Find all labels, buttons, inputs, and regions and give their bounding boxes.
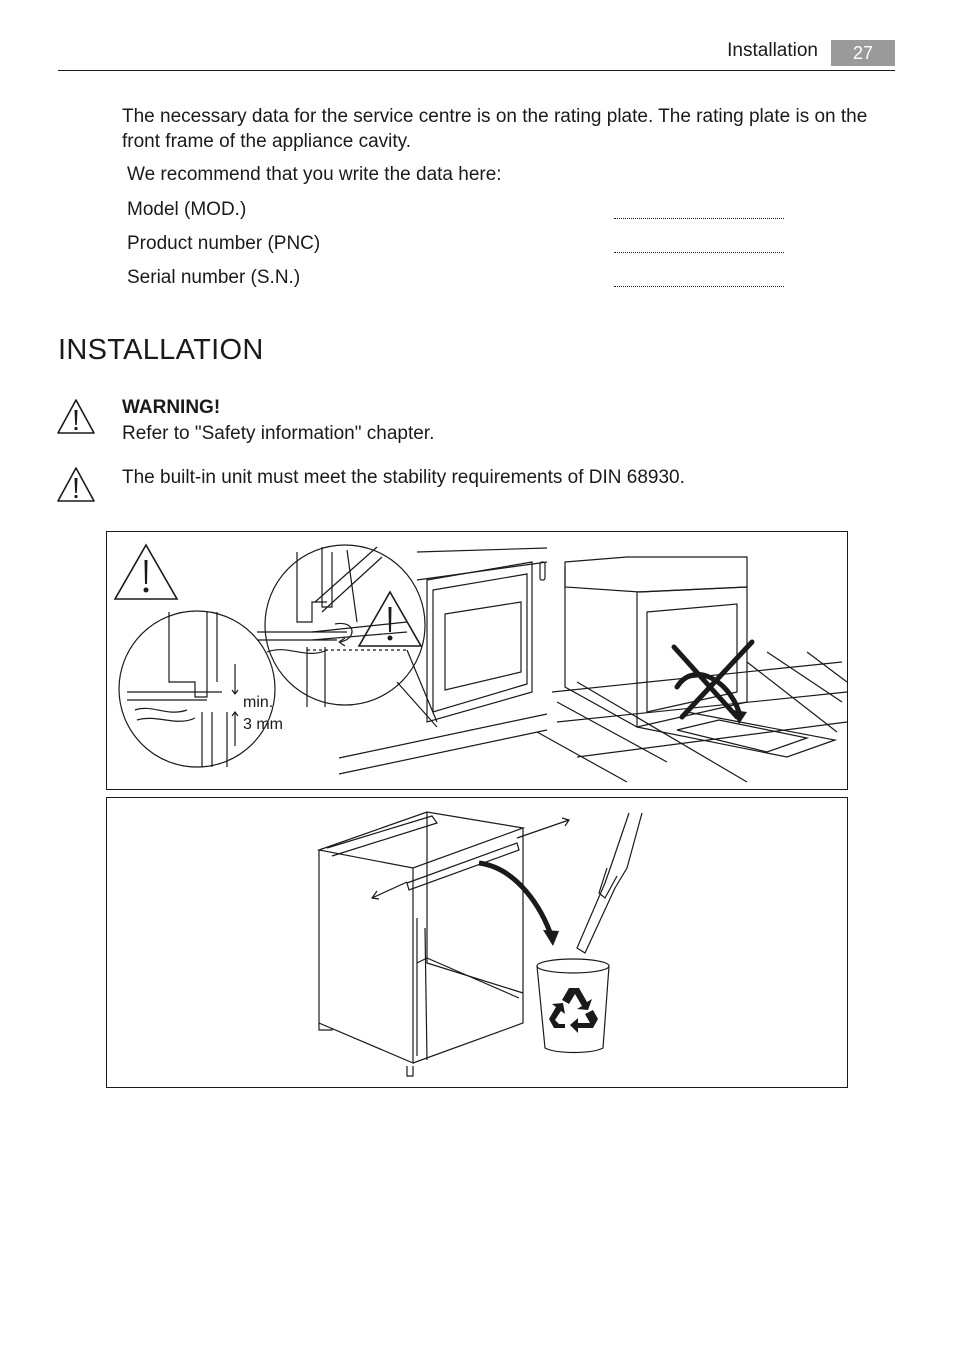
recommend-text: We recommend that you write the data here: [127,164,502,185]
warning-text-stability: The built-in unit must meet the stability requirements of DIN 68930. [122,467,685,488]
field-label-serial: Serial number (S.N.) [127,267,301,288]
installation-figure-clearance [106,531,848,790]
installation-figure-cabinet [106,797,848,1088]
field-label-pnc: Product number (PNC) [127,233,321,254]
page-number-badge: 27 [831,40,895,66]
field-blank-pnc [614,252,784,253]
warning-triangle-icon [56,398,96,436]
field-label-model: Model (MOD.) [127,199,247,220]
header-rule [58,70,895,71]
installation-illustration-clearance [107,532,847,789]
warning-triangle-icon [56,466,96,504]
clearance-label-min: min. [243,694,274,711]
warning-heading: WARNING! [122,397,221,418]
warning-text-safety: Refer to "Safety information" chapter. [122,423,435,444]
recycle-icon [549,988,598,1033]
installation-illustration-cabinet [107,798,847,1087]
clearance-label-value: 3 mm [243,716,283,733]
field-blank-serial [614,286,784,287]
intro-paragraph: The necessary data for the service centre is on the rating plate. The rating plate is on the front frame of the appliance cavity. [122,106,868,152]
field-blank-model [614,218,784,219]
section-title: INSTALLATION [58,334,264,366]
running-header-title: Installation [727,40,818,61]
